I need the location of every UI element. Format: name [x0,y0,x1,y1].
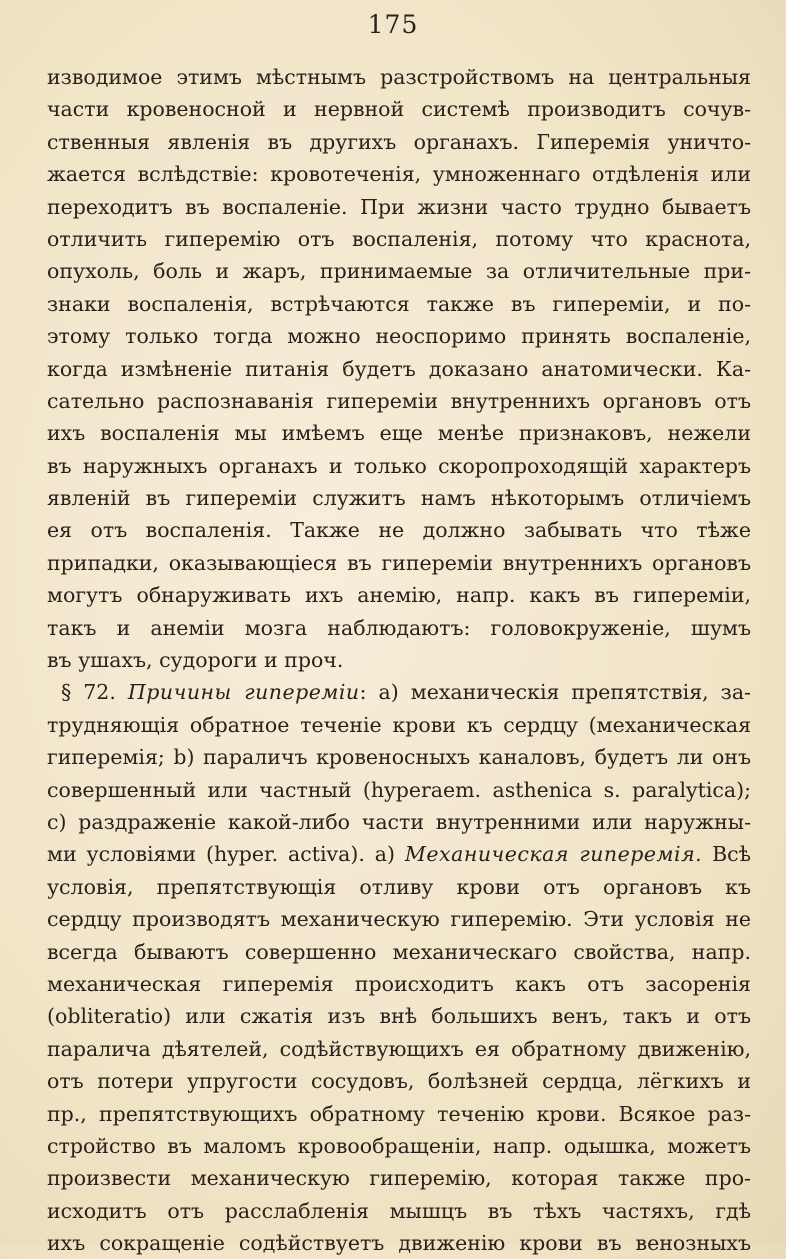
text-line: когда измѣненіе питанія будетъ доказано анатомически. Ка- [47,356,751,381]
text-line: сердцу производятъ механическую гиперемію. Эти условія не [47,907,751,932]
text-line: трудняющія обратное теченіе крови къ сердцу (механическая [47,712,751,737]
text-line: исходитъ отъ расслабленія мышцъ въ тѣхъ частяхъ, гдѣ [47,1198,751,1223]
text-line: припадки, оказывающіеся въ гипереміи внутреннихъ органовъ [47,550,751,575]
text-line: такъ и анеміи мозга наблюдаютъ: головокруженіе, шумъ [47,615,751,640]
text-line: этому только тогда можно неоспоримо принять воспаленіе, [47,324,751,349]
text-line: ихъ сокращеніе содѣйствуетъ движенію крови въ венозныхъ [47,1231,751,1256]
text-line: условія, препятствующія отливу крови отъ органовъ къ [47,874,751,899]
italic-heading: Причины гипереміи [127,680,360,705]
body-text [47,61,751,1259]
text-line: въ ушахъ, судороги и проч. [47,648,344,673]
italic-heading: Механическая гиперемія. [404,842,703,867]
page-number: 175 [367,10,419,39]
text-line: (obliteratio) или сжатія изъ внѣ большихъ венъ, такъ и отъ [47,1004,751,1029]
text-line: отъ потери упругости сосудовъ, болѣзней сердца, лёгкихъ и [47,1069,751,1094]
text-line: знаки воспаленія, встрѣчаются также въ гипереміи, и по- [47,291,751,316]
text-line: произвести механическую гиперемію, которая также про- [47,1166,751,1191]
text-line: опухоль, боль и жаръ, принимаемые за отличительные при- [47,259,751,284]
text-line: паралича дѣятелей, содѣйствующихъ ея обратному движенію, [47,1036,751,1061]
text-line: ми условіями (hyper. activa). a) Механическая гиперемія. Всѣ [47,842,751,867]
text-line: совершенный или частный (hyperaem. asthenica s. paralytica); [47,777,751,802]
text-line: гиперемія; b) параличъ кровеносныхъ каналовъ, будетъ ли онъ [47,745,751,770]
text-line: сательно распознаванія гипереміи внутреннихъ органовъ отъ [47,388,751,413]
text-line: переходитъ въ воспаленіе. При жизни часто трудно бываетъ [47,194,751,219]
text-line: пр., препятствующихъ обратному теченію крови. Всякое раз- [47,1101,751,1126]
text-line: въ наружныхъ органахъ и только скоропроходящій характеръ [47,453,751,478]
text-line: ственныя явленія въ другихъ органахъ. Гиперемія уничто- [47,129,751,154]
section-72-line: § 72. Причины гипереміи: a) механическія препятствія, за- [61,680,751,705]
text-line: стройство въ маломъ кровообращеніи, напр. одышка, можетъ [47,1133,751,1158]
text-line: могутъ обнаруживать ихъ анемію, напр. какъ въ гипереміи, [47,583,751,608]
text-line: изводимое этимъ мѣстнымъ разстройствомъ на центральныя [47,65,751,89]
text-line: c) раздраженіе какой-либо части внутренними или наружны- [47,809,751,834]
text-line: отличить гиперемію отъ воспаленія, потому что краснота, [47,226,751,251]
text-line: всегда бываютъ совершенно механическаго свойства, напр. [47,939,751,964]
text-line: жается вслѣдствіе: кровотеченія, умноженнаго отдѣленія или [47,162,751,187]
text-line: механическая гиперемія происходитъ какъ отъ засоренія [47,971,751,996]
text-line: части кровеносной и нервной системѣ производитъ сочув- [47,97,751,122]
text-line: ихъ воспаленія мы имѣемъ еще менѣе признаковъ, нежели [47,421,751,446]
text-line: ея отъ воспаленія. Также не должно забывать что тѣже [47,518,751,543]
text-line: явленій въ гипереміи служитъ намъ нѣкоторымъ отличіемъ [47,486,751,511]
